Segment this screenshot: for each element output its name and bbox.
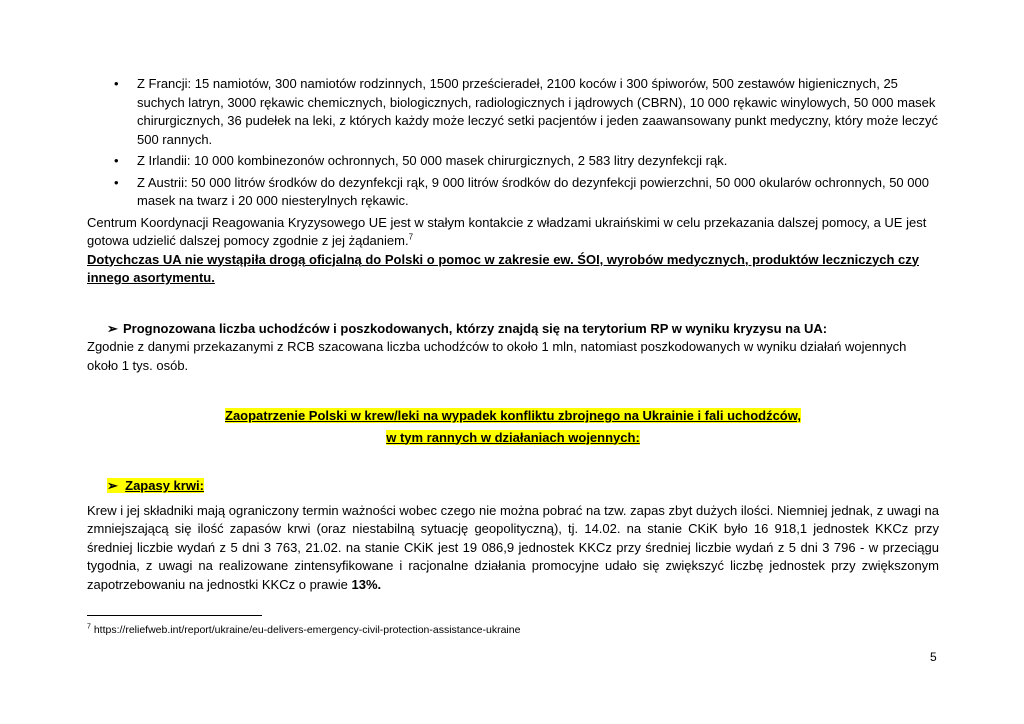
centrum-paragraph bbox=[87, 214, 939, 251]
bullet-text-ireland: Z Irlandii: 10 000 kombinezonów ochronnych, 50 000 masek chirurgicznych, 2 583 litry dezynfekcji rąk. bbox=[137, 153, 728, 168]
footnote bbox=[87, 623, 520, 637]
blood-heading-text: Zapasy krwi: bbox=[125, 478, 204, 493]
centrum-text: Centrum Koordynacji Reagowania Kryzysowego UE jest w stałym kontakcie z władzami ukraińskimi w celu przekazania dalszej pomocy, a UE jest gotowa udzielić dalszej pomocy zgodnie z jej żądaniem. bbox=[87, 214, 927, 248]
footnote-url[interactable]: https://reliefweb.int/report/ukraine/eu-delivers-emergency-civil-protection-assistance-ukraine bbox=[93, 624, 521, 636]
list-item bbox=[87, 75, 939, 149]
document-page bbox=[87, 75, 939, 594]
forecast-heading bbox=[87, 320, 939, 339]
blood-percent: 13%. bbox=[351, 576, 382, 592]
footnote-divider bbox=[87, 615, 262, 616]
arrow-right-icon: ➢ bbox=[107, 478, 118, 493]
forecast-heading-text: Prognozowana liczba uchodźców i poszkodowanych, którzy znajdą się na terytorium RP w wyniku kryzysu na UA: bbox=[123, 320, 828, 336]
footnote-number: 7 bbox=[87, 623, 91, 631]
ua-statement: Dotychczas UA nie wystąpiła drogą oficjalną do Polski o pomoc w zakresie ew. ŚOI, wyrobów medycznych, produktów leczniczych czy innego asortymentu. bbox=[87, 251, 919, 285]
blood-heading-highlight bbox=[107, 478, 204, 493]
bullet-text-france: Z Francji: 15 namiotów, 300 namiotów rodzinnych, 1500 prześcieradeł, 2100 koców i 300 śpiworów, 500 zestawów higienicznych, 25 suchych latryn, 3000 rękawic chemicznych, biologicznych, radiologicznych i jądrowych (CBRN), 10 000 rękawic winylowych, 50 000 masek chirurgicznych, 36 pudełek na leki, z których każdy może leczyć setki pacjentów i jeden zaawansowany punkt medyczny, który może leczyć 500 rannych. bbox=[137, 76, 939, 147]
bullet-dot-icon: • bbox=[114, 76, 119, 91]
section-title bbox=[87, 407, 939, 447]
bullet-dot-icon: • bbox=[114, 153, 119, 168]
donation-list bbox=[87, 75, 939, 211]
list-item bbox=[87, 174, 939, 211]
arrow-right-icon: ➢ bbox=[107, 320, 118, 336]
section-title-line1: Zaopatrzenie Polski w krew/leki na wypadek konfliktu zbrojnego na Ukrainie i fali uchodźców, bbox=[225, 408, 801, 423]
bullet-dot-icon: • bbox=[114, 174, 119, 190]
blood-text: Krew i jej składniki mają ograniczony termin ważności wobec czego nie można pobrać na tzw. zapas zbyt dużych ilości. Niemniej jednak, z uwagi na zmniejszającą się ilość zapasów krwi (oraz niestabilną sytuację geopolityczną), tj. 14.02. na stanie CKiK było 16 918,1 jednostek KKCz przy średniej liczbie wydań z 5 dni 3 763, 21.02. na stanie CKiK jest 19 086,9 jednostek KKCz przy średniej liczbie wydań z 5 dni 3 796 - w przeciągu tygodnia, z uwagi na realizowane zintensyfikowane i racjonalne działania promocyjne udało się zwiększyć liczbę jednostek przy zwiększonym zapotrzebowaniu na jednostki KKCz o prawie bbox=[87, 502, 939, 592]
forecast-text: Zgodnie z danymi przekazanymi z RCB szacowana liczba uchodźców to około 1 mln, natomiast poszkodowanych w wyniku działań wojennych około 1 tys. osób. bbox=[87, 339, 907, 373]
page-number: 5 bbox=[930, 650, 937, 664]
section-title-line2: w tym rannych w działaniach wojennych: bbox=[386, 429, 640, 445]
list-item bbox=[87, 152, 939, 171]
footnote-ref: 7 bbox=[408, 232, 414, 242]
blood-paragraph bbox=[87, 502, 939, 595]
bullet-text-austria: Z Austrii: 50 000 litrów środków do dezynfekcji rąk, 9 000 litrów środków do dezynfekcji powierzchni, 50 000 okularów ochronnych, 50 000 masek na twarz i 20 000 niesterylnych rękawic. bbox=[137, 174, 929, 208]
blood-heading bbox=[87, 477, 939, 496]
